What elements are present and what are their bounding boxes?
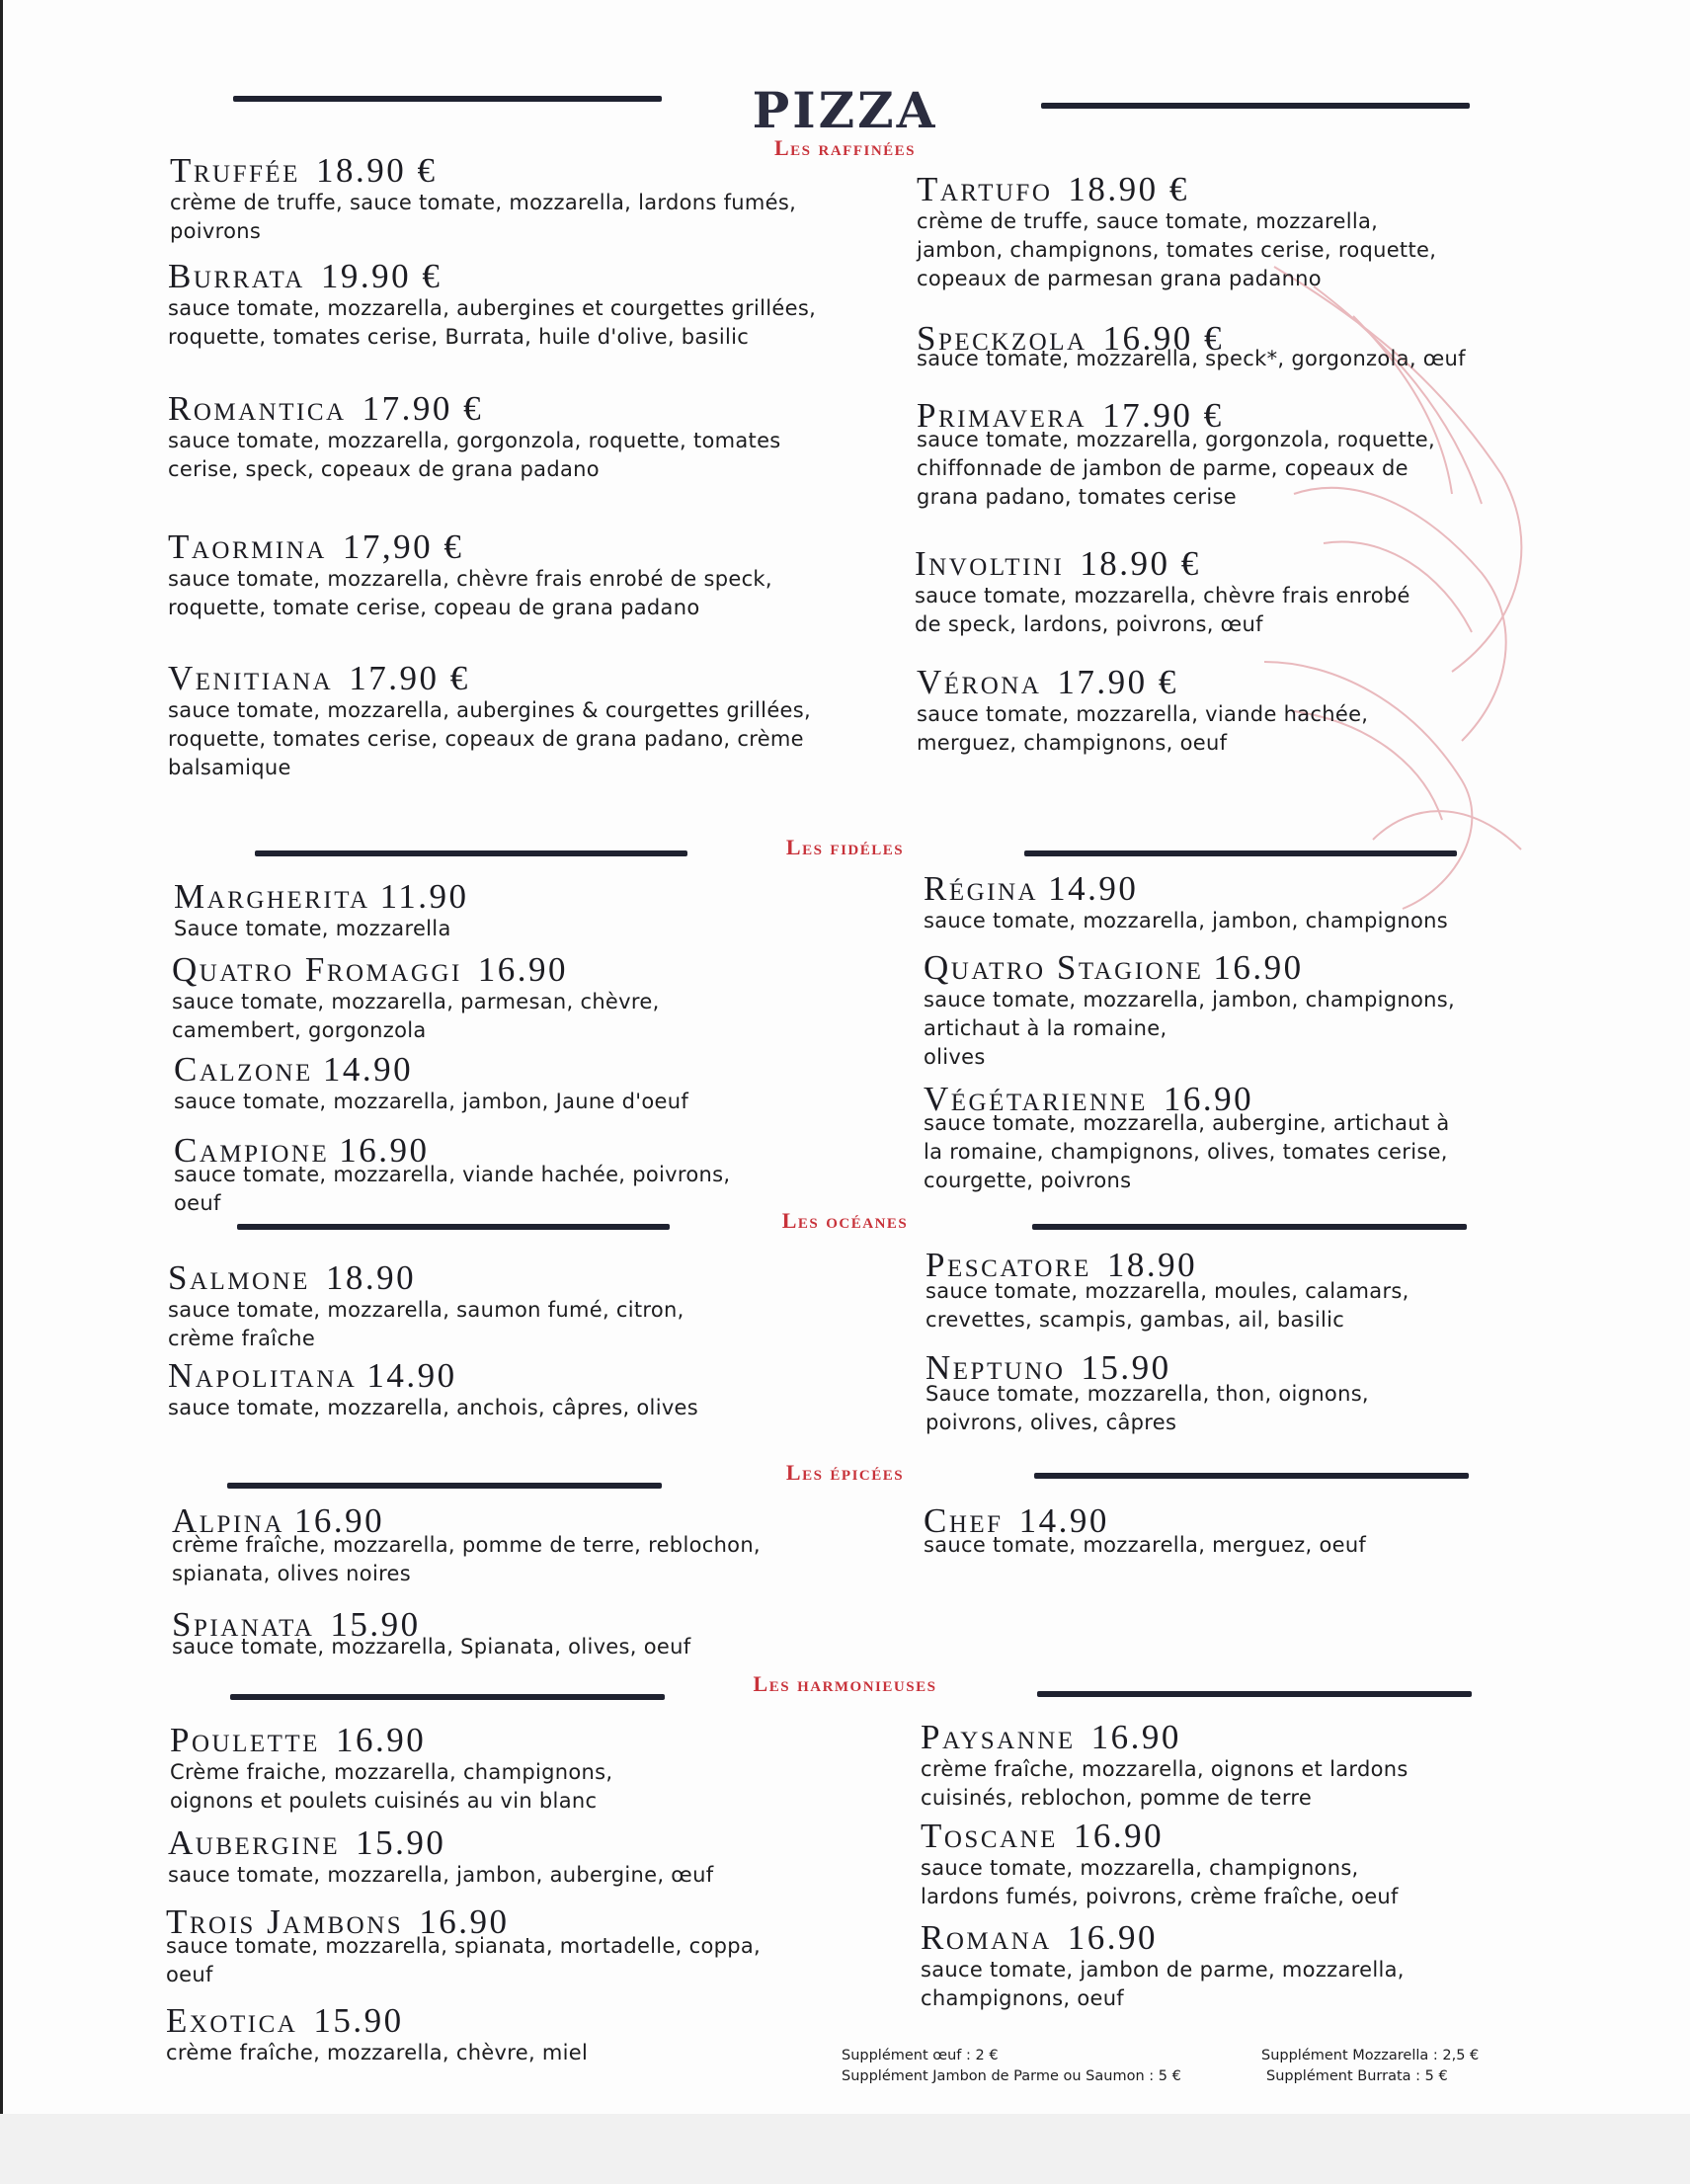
menu-item (174, 1133, 730, 1218)
menu-item (921, 1920, 1405, 2013)
section-fideles-heading: Les fidéles (785, 835, 905, 859)
item-price: 18.90 € (1080, 544, 1201, 583)
menu-item (921, 1720, 1408, 1813)
item-price: 16.90 (1213, 948, 1304, 987)
item-price: 17.90 € (1057, 663, 1178, 701)
menu-item (917, 398, 1435, 512)
menu-item (168, 529, 772, 622)
page-title: PIZZA (752, 81, 938, 139)
item-name: Végétarienne 16.90 (924, 1080, 1254, 1118)
item-name: Poulette 16.90 (170, 1721, 427, 1759)
item-price: 15.90 (330, 1605, 421, 1644)
menu-item (172, 952, 660, 1045)
item-name: Speckzola 16.90 € (917, 319, 1225, 358)
item-name: Chef 14.90 (924, 1501, 1109, 1540)
menu-item (917, 665, 1368, 758)
item-name: Taormina 17,90 € (168, 527, 464, 566)
item-name: Neptuno 15.90 (925, 1348, 1171, 1387)
item-name: Aubergine 15.90 (168, 1823, 446, 1862)
item-description: Sauce tomate, mozzarella (174, 917, 451, 940)
menu-item (172, 1503, 761, 1588)
divider-line (1041, 103, 1470, 109)
item-description: sauce tomate, mozzarella, jambon, Jaune d'oeuf (174, 1090, 689, 1113)
menu-item (170, 153, 796, 246)
menu-item (917, 321, 1466, 373)
item-price: 17.90 € (362, 389, 484, 428)
menu-item (915, 546, 1410, 639)
item-description: crème fraîche, mozzarella, pomme de terre, reblochon, spianata, olives noires (172, 1533, 761, 1585)
menu-item (168, 1358, 698, 1422)
item-description: sauce tomate, mozzarella, spianata, mortadelle, coppa, oeuf (166, 1934, 762, 1986)
menu-item (170, 1723, 612, 1816)
menu-item (174, 879, 469, 943)
item-description: Crème fraiche, mozzarella, champignons, oignons et poulets cuisinés au vin blanc (170, 1760, 613, 1813)
item-price: 16.90 (293, 1501, 385, 1540)
item-price: 15.90 (356, 1823, 446, 1862)
item-name: Involtini 18.90 € (915, 544, 1201, 583)
item-price: 16.90 (419, 1902, 510, 1941)
item-price: 14.90 (322, 1050, 414, 1089)
menu-item (924, 1503, 1366, 1560)
menu-item (168, 1825, 713, 1890)
item-price: 17,90 € (342, 527, 464, 566)
item-description: sauce tomate, mozzarella, saumon fumé, citron, crème fraîche (168, 1298, 684, 1350)
section-raffinees-heading: Les raffinées (773, 135, 917, 160)
item-price: 16.90 (1073, 1817, 1165, 1855)
item-name: Vérona 17.90 € (917, 663, 1178, 701)
menu-item (917, 172, 1436, 293)
item-description: sauce tomate, mozzarella, viande hachée, merguez, champignons, oeuf (917, 702, 1369, 755)
supplement-note: Supplément œuf : 2 € (842, 2048, 999, 2063)
item-price: 18.90 € (1068, 170, 1189, 208)
menu-item (166, 2003, 588, 2067)
section-harmonieuses-heading: Les harmonieuses (753, 1671, 937, 1696)
menu-item (925, 1350, 1369, 1437)
item-price: 19.90 € (320, 257, 443, 295)
item-description: sauce tomate, mozzarella, jambon, aubergine, œuf (168, 1863, 714, 1887)
menu-item (168, 1260, 684, 1353)
item-description: sauce tomate, mozzarella, parmesan, chèvre, camembert, gorgonzola (172, 990, 660, 1042)
item-description: sauce tomate, mozzarella, chèvre frais enrobé de speck, roquette, tomate cerise, copeau de grana padano (168, 567, 772, 619)
item-price: 17.90 € (1102, 396, 1224, 435)
item-description: crème de truffe, sauce tomate, mozzarella, jambon, champignons, tomates cerise, roquette, copeaux de parmesan grana padanno (917, 209, 1437, 290)
supplement-note: Supplément Jambon de Parme ou Saumon : 5 € (842, 2068, 1181, 2084)
item-description: sauce tomate, mozzarella, Spianata, olives, oeuf (172, 1635, 691, 1658)
item-price: 14.90 (1018, 1501, 1109, 1540)
item-price: 17.90 € (349, 659, 470, 697)
item-price: 16.90 € (1102, 319, 1225, 358)
item-description: sauce tomate, mozzarella, anchois, câpres, olives (168, 1396, 699, 1419)
supplement-note: Supplément Burrata : 5 € (1266, 2068, 1448, 2084)
item-description: sauce tomate, mozzarella, champignons, lardons fumés, poivrons, crème fraîche, oeuf (921, 1856, 1399, 1908)
item-price: 18.90 (325, 1258, 417, 1297)
item-description: sauce tomate, jambon de parme, mozzarella, champignons, oeuf (921, 1958, 1405, 2010)
item-description: crème fraîche, mozzarella, chèvre, miel (166, 2041, 589, 2064)
item-price: 14.90 (1048, 869, 1139, 908)
item-description: sauce tomate, mozzarella, moules, calamars, crevettes, scampis, gambas, ail, basilic (925, 1279, 1409, 1332)
item-description: sauce tomate, mozzarella, viande hachée, poivrons, oeuf (174, 1163, 731, 1215)
item-name: Régina 14.90 (924, 869, 1139, 908)
item-name: Truffée 18.90 € (170, 151, 438, 190)
item-description: sauce tomate, mozzarella, gorgonzola, roquette, chiffonnade de jambon de parme, copeaux de grana padano, tomates cerise (917, 428, 1435, 509)
item-description: sauce tomate, mozzarella, merguez, oeuf (924, 1533, 1367, 1557)
item-name: Primavera 17.90 € (917, 396, 1224, 435)
item-name: Romantica 17.90 € (168, 389, 484, 428)
item-description: Sauce tomate, mozzarella, thon, oignons, poivrons, olives, câpres (925, 1382, 1369, 1434)
item-name: Margherita 11.90 (174, 877, 469, 916)
menu-item (166, 1904, 761, 1989)
item-name: Tartufo 18.90 € (917, 170, 1189, 208)
item-price: 18.90 € (315, 151, 438, 190)
item-name: Salmone 18.90 (168, 1258, 417, 1297)
menu-item (925, 1248, 1409, 1335)
item-description: sauce tomate, mozzarella, aubergine, artichaut à la romaine, champignons, olives, tomates cerise, courgette, poivrons (924, 1111, 1450, 1192)
item-price: 16.90 (1067, 1918, 1159, 1957)
item-price: 16.90 (339, 1131, 430, 1170)
menu-item (924, 1082, 1450, 1195)
menu-item (168, 259, 816, 352)
section-epicees-heading: Les épicées (785, 1460, 905, 1485)
item-price: 15.90 (1081, 1348, 1171, 1387)
item-price: 16.90 (335, 1721, 427, 1759)
item-name: Campione 16.90 (174, 1131, 430, 1170)
menu-item (172, 1607, 690, 1661)
item-description: sauce tomate, mozzarella, jambon, champignons, artichaut à la romaine, olives (924, 988, 1455, 1069)
item-name: Napolitana 14.90 (168, 1356, 457, 1395)
item-name: Venitiana 17.90 € (168, 659, 470, 697)
item-description: crème de truffe, sauce tomate, mozzarella, lardons fumés, poivrons (170, 191, 797, 243)
item-name: Toscane 16.90 (921, 1817, 1165, 1855)
item-name: Trois Jambons 16.90 (166, 1902, 510, 1941)
page-bottom-margin (0, 2114, 1690, 2184)
item-price: 16.90 (1090, 1718, 1181, 1756)
menu-item (168, 661, 811, 782)
left-edge-line (0, 0, 3, 2184)
item-name: Burrata 19.90 € (168, 257, 443, 295)
item-price: 18.90 (1106, 1246, 1198, 1284)
item-description: sauce tomate, mozzarella, speck*, gorgonzola, œuf (917, 347, 1466, 370)
supplement-note: Supplément Mozzarella : 2,5 € (1261, 2048, 1480, 2063)
item-price: 14.90 (366, 1356, 457, 1395)
divider-line (233, 96, 662, 102)
section-oceanes-heading: Les océanes (781, 1208, 909, 1233)
item-description: sauce tomate, mozzarella, aubergines et courgettes grillées, roquette, tomates cerise, Burrata, huile d'olive, basilic (168, 296, 817, 349)
item-description: sauce tomate, mozzarella, chèvre frais enrobé de speck, lardons, poivrons, œuf (915, 584, 1410, 636)
item-description: sauce tomate, mozzarella, jambon, champignons (924, 909, 1448, 932)
item-price: 15.90 (313, 2001, 404, 2040)
item-name: Alpina 16.90 (172, 1501, 385, 1540)
menu-item (924, 871, 1448, 935)
item-name: Pescatore 18.90 (925, 1246, 1198, 1284)
menu-item (924, 950, 1455, 1072)
item-price: 11.90 (379, 877, 469, 916)
menu-item (174, 1052, 688, 1116)
item-description: sauce tomate, mozzarella, aubergines & courgettes grillées, roquette, tomates cerise, copeaux de grana padano, crème balsamique (168, 698, 811, 779)
item-name: Spianata 15.90 (172, 1605, 421, 1644)
item-name: Calzone 14.90 (174, 1050, 414, 1089)
item-name: Romana 16.90 (921, 1918, 1159, 1957)
item-description: crème fraîche, mozzarella, oignons et lardons cuisinés, reblochon, pomme de terre (921, 1757, 1408, 1810)
item-name: Quatro Stagione 16.90 (924, 948, 1304, 987)
item-name: Exotica 15.90 (166, 2001, 404, 2040)
item-price: 16.90 (1163, 1080, 1254, 1118)
menu-item (921, 1819, 1399, 1911)
item-name: Quatro Fromaggi 16.90 (172, 950, 569, 989)
item-price: 16.90 (477, 950, 569, 989)
item-name: Paysanne 16.90 (921, 1718, 1181, 1756)
item-description: sauce tomate, mozzarella, gorgonzola, roquette, tomates cerise, speck, copeaux de grana padano (168, 429, 781, 481)
menu-item (168, 391, 781, 484)
